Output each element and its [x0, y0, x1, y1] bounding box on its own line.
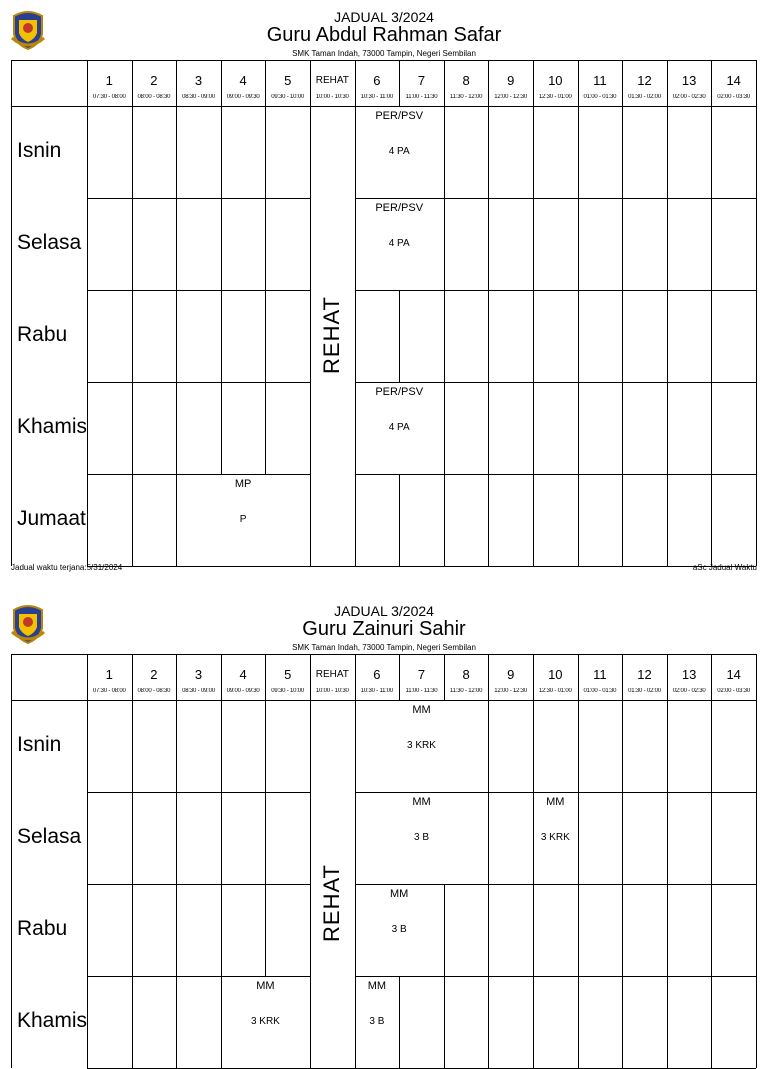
grid-line	[310, 106, 311, 198]
grid-line	[221, 792, 222, 884]
grid-line	[444, 382, 445, 474]
grid-line	[533, 654, 534, 700]
grid-line	[711, 792, 712, 884]
day-label: Isnin	[17, 139, 62, 162]
timetable-term: JADUAL 3/2024	[334, 603, 434, 619]
grid-line	[488, 382, 489, 474]
lesson-class: 4 PA	[388, 146, 410, 157]
grid-line	[265, 290, 266, 382]
lesson-cell	[355, 792, 489, 884]
grid-line	[176, 654, 177, 700]
lesson-class: 3 B	[413, 832, 429, 843]
grid-line	[265, 654, 266, 700]
lesson-cell	[355, 700, 489, 792]
grid-line	[265, 106, 266, 198]
day-label: Selasa	[17, 231, 82, 254]
grid-line	[221, 700, 222, 792]
grid-line	[578, 60, 579, 106]
grid-line	[578, 792, 579, 884]
grid-line	[176, 976, 177, 1068]
grid-line	[176, 700, 177, 792]
grid-line	[444, 60, 445, 106]
grid-line	[711, 474, 712, 566]
generated-date-footer: Jadual waktu terjana:5/31/2024	[11, 563, 123, 572]
day-label: Khamis	[17, 415, 88, 438]
grid-line	[355, 290, 756, 291]
period-time: 09:00 - 09:30	[226, 94, 260, 100]
grid-line	[667, 884, 668, 976]
grid-line	[310, 382, 311, 474]
period-time: 11:00 - 11:30	[405, 688, 438, 694]
break-label: REHAT	[319, 864, 345, 942]
grid-line	[87, 290, 310, 291]
grid-line	[444, 884, 445, 976]
grid-line	[87, 198, 310, 199]
grid-line	[355, 474, 756, 475]
lesson-subject: MP	[234, 478, 252, 490]
period-number: 10	[548, 73, 563, 88]
period-number: 8	[462, 73, 470, 88]
period-time: 02:00 - 02:30	[672, 94, 706, 100]
period-time: 12:00 - 12:30	[494, 94, 528, 100]
period-number: 3	[194, 667, 203, 682]
teacher-name: Guru Zainuri Sahir	[302, 618, 466, 640]
grid-line	[444, 474, 445, 566]
lesson-class: 3 B	[369, 1016, 385, 1027]
grid-line	[87, 792, 310, 793]
grid-line	[578, 976, 579, 1068]
lesson-subject: MM	[390, 888, 409, 900]
period-number: 13	[681, 667, 697, 682]
lesson-class: 4 PA	[388, 238, 410, 249]
period-number: 5	[284, 73, 292, 88]
period-time: 12:00 - 12:30	[494, 688, 528, 694]
grid-line	[622, 700, 623, 792]
lesson-subject: MM	[546, 796, 565, 808]
grid-line	[533, 474, 534, 566]
grid-line	[355, 474, 356, 566]
grid-line	[444, 198, 445, 290]
lesson-cell	[355, 884, 444, 976]
grid-line	[578, 700, 579, 792]
grid-line	[667, 382, 668, 474]
grid-line	[756, 654, 757, 1068]
grid-line	[11, 60, 756, 61]
grid-line	[533, 700, 534, 792]
grid-line	[622, 198, 623, 290]
grid-line	[444, 654, 445, 700]
grid-line	[310, 884, 311, 976]
grid-line	[622, 474, 623, 566]
timetable-grid	[11, 654, 757, 1068]
grid-line	[533, 382, 534, 474]
period-number: 2	[150, 73, 158, 88]
day-label: Khamis	[17, 1009, 88, 1032]
grid-line	[488, 60, 489, 106]
period-number: 10	[548, 667, 563, 682]
grid-line	[221, 106, 222, 198]
period-time: 10:30 - 11:00	[360, 94, 394, 100]
period-time: 12:30 - 01:00	[538, 688, 572, 694]
grid-line	[578, 474, 579, 566]
grid-line	[310, 198, 311, 290]
period-time: 08:30 - 09:00	[182, 94, 215, 100]
lesson-class: 3 KRK	[540, 832, 570, 843]
grid-line	[176, 382, 177, 474]
grid-line	[310, 60, 311, 106]
grid-line	[399, 474, 400, 566]
break-label: REHAT	[319, 296, 345, 374]
period-time: 12:30 - 01:00	[538, 94, 572, 100]
grid-line	[399, 654, 400, 700]
period-time: 10:00 - 10:30	[315, 688, 349, 694]
grid-line	[756, 60, 757, 106]
grid-line	[399, 60, 400, 106]
period-time: 02:00 - 02:30	[672, 688, 706, 694]
timetable-term: JADUAL 3/2024	[334, 9, 434, 25]
day-label: Selasa	[17, 825, 82, 848]
grid-line	[265, 884, 266, 976]
grid-line	[711, 976, 712, 1068]
period-number: 1	[105, 667, 113, 682]
grid-line	[265, 60, 266, 106]
grid-line	[265, 700, 266, 792]
grid-line	[711, 290, 712, 382]
grid-line	[132, 654, 133, 700]
grid-line	[265, 382, 266, 474]
period-number: REHAT	[315, 669, 349, 680]
grid-line	[667, 700, 668, 792]
lesson-subject: MM	[412, 796, 431, 808]
grid-line	[132, 382, 133, 474]
software-credit-footer: aSc Jadual Waktu	[692, 563, 757, 572]
grid-line	[533, 198, 534, 290]
lesson-cell	[355, 198, 444, 290]
grid-line	[11, 60, 12, 566]
grid-line	[488, 700, 489, 792]
grid-line	[711, 382, 712, 474]
lesson-cell	[533, 792, 578, 884]
lesson-subject: PER/PSV	[375, 110, 424, 122]
period-time: 09:30 - 10:00	[271, 688, 305, 694]
grid-line	[667, 106, 668, 198]
period-time: 01:00 - 01:30	[583, 94, 617, 100]
grid-line	[265, 198, 266, 290]
period-number: 4	[239, 667, 247, 682]
grid-line	[533, 976, 534, 1068]
grid-line	[533, 290, 534, 382]
grid-line	[488, 654, 489, 700]
grid-line	[176, 884, 177, 976]
lesson-subject: PER/PSV	[375, 202, 424, 214]
grid-line	[399, 290, 400, 382]
grid-line	[488, 198, 489, 290]
grid-line	[578, 290, 579, 382]
grid-line	[622, 792, 623, 884]
grid-line	[578, 198, 579, 290]
grid-line	[578, 106, 579, 198]
period-number: 1	[105, 73, 113, 88]
grid-line	[756, 654, 757, 700]
grid-line	[622, 654, 623, 700]
grid-line	[132, 106, 133, 198]
grid-line	[711, 654, 712, 700]
period-number: 13	[681, 73, 697, 88]
period-time: 11:30 - 12:00	[449, 94, 483, 100]
period-time: 11:00 - 11:30	[405, 94, 438, 100]
period-time: 01:00 - 01:30	[583, 688, 617, 694]
grid-line	[310, 474, 311, 566]
day-label: Rabu	[17, 323, 68, 346]
period-time: 02:00 - 03:30	[717, 688, 751, 694]
grid-line	[310, 792, 311, 884]
period-number: 6	[373, 73, 381, 88]
grid-line	[355, 654, 356, 700]
grid-line	[11, 654, 756, 655]
grid-line	[132, 290, 133, 382]
grid-line	[488, 106, 489, 198]
period-time: 09:30 - 10:00	[271, 94, 305, 100]
grid-line	[310, 290, 311, 382]
grid-line	[221, 290, 222, 382]
grid-line	[132, 474, 133, 566]
period-number: 11	[593, 667, 607, 682]
period-number: 4	[239, 73, 247, 88]
grid-line	[488, 976, 489, 1068]
period-number: 14	[726, 667, 741, 682]
grid-line	[667, 792, 668, 884]
grid-line	[622, 60, 623, 106]
grid-line	[221, 198, 222, 290]
grid-line	[176, 198, 177, 290]
grid-line	[711, 700, 712, 792]
grid-line	[622, 106, 623, 198]
day-label: Isnin	[17, 733, 62, 756]
lesson-subject: PER/PSV	[375, 386, 424, 398]
grid-line	[711, 106, 712, 198]
school-address: SMK Taman Indah, 73000 Tampin, Negeri Sembilan	[292, 49, 476, 58]
grid-line	[221, 60, 222, 106]
grid-line	[533, 884, 534, 976]
grid-line	[176, 290, 177, 382]
grid-line	[355, 60, 356, 106]
teacher-name: Guru Abdul Rahman Safar	[266, 24, 502, 46]
period-number: 9	[507, 73, 515, 88]
lesson-cell	[355, 382, 444, 474]
period-number: 3	[194, 73, 203, 88]
grid-line	[622, 976, 623, 1068]
lesson-class: 3 KRK	[407, 740, 436, 751]
grid-line	[533, 60, 534, 106]
lesson-class: 3 B	[391, 924, 407, 935]
grid-line	[533, 106, 534, 198]
grid-line	[622, 884, 623, 976]
grid-line	[176, 60, 177, 106]
lesson-class: 4 PA	[388, 422, 410, 433]
grid-line	[265, 792, 266, 884]
lesson-cell	[221, 976, 310, 1068]
grid-line	[711, 198, 712, 290]
grid-line	[221, 884, 222, 976]
day-label: Rabu	[17, 917, 68, 940]
grid-line	[444, 290, 445, 382]
grid-line	[667, 290, 668, 382]
period-number: 5	[284, 667, 292, 682]
grid-line	[711, 60, 712, 106]
period-number: 6	[373, 667, 381, 682]
grid-line	[622, 290, 623, 382]
period-number: 7	[417, 73, 426, 88]
grid-line	[667, 474, 668, 566]
period-number: 12	[637, 73, 652, 88]
period-time: 08:00 - 08:30	[137, 94, 171, 100]
period-time: 11:30 - 12:00	[449, 688, 483, 694]
grid-line	[87, 654, 88, 1068]
period-time: 01:30 - 02:00	[628, 688, 661, 694]
grid-line	[310, 654, 311, 700]
grid-line	[87, 884, 310, 885]
grid-line	[221, 382, 222, 474]
grid-line	[132, 198, 133, 290]
period-time: 07:30 - 08:00	[92, 94, 126, 100]
period-number: 7	[417, 667, 426, 682]
grid-line	[355, 976, 756, 977]
period-number: 8	[462, 667, 470, 682]
grid-line	[756, 60, 757, 566]
grid-line	[399, 976, 400, 1068]
grid-line	[87, 382, 310, 383]
grid-line	[667, 198, 668, 290]
grid-line	[132, 60, 133, 106]
grid-line	[578, 884, 579, 976]
period-time: 07:30 - 08:00	[92, 688, 126, 694]
lesson-subject: MM	[412, 704, 431, 716]
grid-line	[711, 884, 712, 976]
lesson-class: 3 KRK	[250, 1016, 280, 1027]
grid-line	[11, 654, 12, 1068]
lesson-cell	[355, 976, 400, 1068]
lesson-cell	[176, 474, 310, 566]
period-time: 02:00 - 03:30	[717, 94, 751, 100]
period-number: 2	[150, 667, 158, 682]
grid-line	[310, 700, 311, 792]
period-time: 01:30 - 02:00	[628, 94, 661, 100]
period-number: 12	[637, 667, 652, 682]
grid-line	[221, 654, 222, 700]
lesson-subject: MM	[256, 980, 275, 992]
grid-line	[355, 290, 356, 382]
grid-line	[578, 382, 579, 474]
lesson-subject: MM	[367, 980, 387, 992]
grid-line	[444, 976, 445, 1068]
grid-line	[87, 60, 88, 566]
grid-line	[667, 976, 668, 1068]
grid-line	[132, 884, 133, 976]
period-number: REHAT	[315, 75, 349, 86]
grid-line	[488, 792, 489, 884]
grid-line	[667, 654, 668, 700]
school-address: SMK Taman Indah, 73000 Tampin, Negeri Sembilan	[292, 643, 476, 652]
grid-line	[488, 884, 489, 976]
period-time: 08:00 - 08:30	[137, 688, 171, 694]
period-time: 08:30 - 09:00	[182, 688, 215, 694]
grid-line	[488, 474, 489, 566]
grid-line	[176, 792, 177, 884]
period-time: 09:00 - 09:30	[226, 688, 260, 694]
day-label: Jumaat	[17, 507, 86, 530]
grid-line	[667, 60, 668, 106]
period-time: 10:00 - 10:30	[315, 94, 349, 100]
grid-line	[310, 566, 355, 567]
timetable-grid	[11, 60, 757, 566]
grid-line	[488, 290, 489, 382]
grid-line	[132, 700, 133, 792]
lesson-cell	[355, 106, 444, 198]
period-number: 9	[507, 667, 515, 682]
grid-line	[310, 976, 311, 1068]
period-number: 14	[726, 73, 741, 88]
period-time: 10:30 - 11:00	[360, 688, 394, 694]
lesson-class: P	[239, 514, 247, 525]
period-number: 11	[593, 73, 607, 88]
grid-line	[578, 654, 579, 700]
grid-line	[622, 382, 623, 474]
grid-line	[132, 976, 133, 1068]
grid-line	[132, 792, 133, 884]
grid-line	[444, 106, 445, 198]
grid-line	[176, 106, 177, 198]
